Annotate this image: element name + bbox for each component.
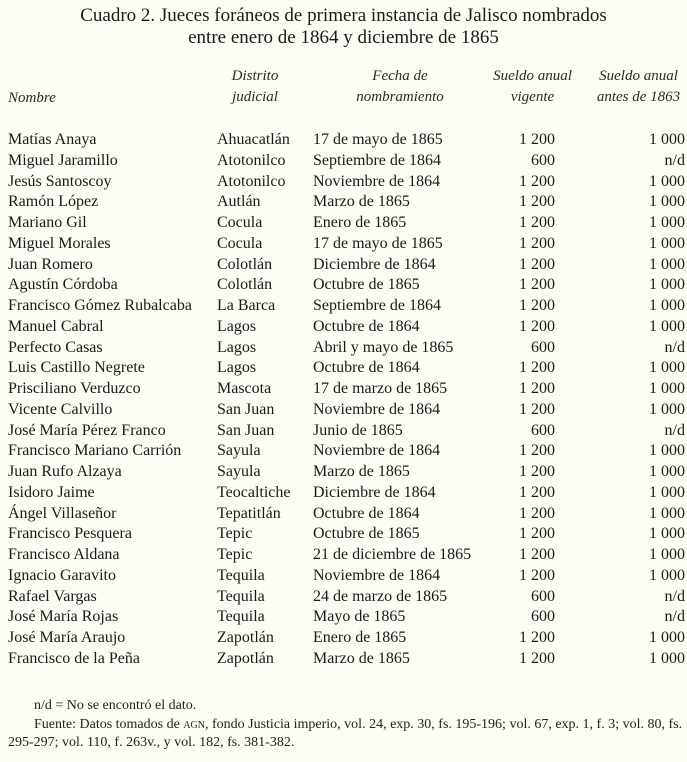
cell-fecha: Mayo de 1865: [313, 608, 406, 626]
table-row: [0, 130, 687, 151]
cell-fecha: Marzo de 1865: [313, 193, 410, 211]
cell-distrito: Sayula: [217, 442, 261, 460]
cell-fecha: Marzo de 1865: [313, 649, 410, 667]
header-distrito-line-1: Distrito: [231, 68, 279, 84]
cell-distrito: Lagos: [217, 338, 257, 356]
cell-fecha: Noviembre de 1864: [313, 566, 441, 584]
cell-distrito: La Barca: [217, 297, 276, 314]
cell-sueldo-antes: 1 000: [649, 649, 685, 667]
cell-distrito: Mascota: [217, 380, 272, 397]
cell-sueldo-antes: 1 000: [649, 380, 685, 397]
cell-nombre: Prisciliano Verduzco: [8, 380, 141, 397]
table-title-line-1: Cuadro 2. Jueces foráneos de primera instancia de Jalisco nombrados: [80, 5, 607, 26]
cell-fecha: Septiembre de 1864: [313, 297, 441, 314]
cell-distrito: Lagos: [217, 317, 257, 335]
cell-distrito: Tequila: [217, 587, 265, 605]
cell-fecha: Diciembre de 1864: [313, 483, 436, 501]
source-agn: agn: [183, 717, 205, 732]
table-row: [0, 462, 687, 483]
table-row: [0, 483, 687, 504]
cell-nombre: Luis Castillo Negrete: [8, 359, 145, 377]
cell-nombre: Ignacio Garavito: [8, 566, 116, 584]
cell-sueldo-vigente: 1 200: [519, 317, 555, 335]
header-distrito-line-2: judicial: [232, 89, 278, 105]
cell-fecha: Octubre de 1864: [313, 317, 420, 335]
cell-fecha: Enero de 1865: [313, 214, 407, 231]
cell-sueldo-antes: 1 000: [649, 629, 685, 646]
header-fecha-line-1: Fecha de: [372, 68, 428, 84]
cell-sueldo-vigente: 1 200: [519, 525, 555, 543]
cell-nombre: Mariano Gil: [8, 214, 87, 231]
table-row: [0, 296, 687, 317]
cell-sueldo-antes: 1 000: [649, 483, 685, 501]
cell-sueldo-vigente: 600: [531, 151, 555, 169]
cell-fecha: Junio de 1865: [313, 421, 403, 439]
cell-distrito: San Juan: [217, 400, 275, 418]
cell-nombre: Ramón López: [8, 193, 99, 211]
cell-fecha: 24 de marzo de 1865: [313, 587, 448, 605]
cell-nombre: Francisco Aldana: [8, 546, 120, 563]
cell-sueldo-vigente: 1 200: [519, 380, 555, 397]
cell-sueldo-antes: 1 000: [649, 255, 685, 273]
cell-sueldo-vigente: 1 200: [519, 566, 555, 584]
table-row: [0, 172, 687, 193]
cell-sueldo-antes: n/d: [664, 338, 685, 356]
table-row: [0, 649, 687, 670]
header-fecha: [340, 66, 460, 108]
cell-fecha: Marzo de 1865: [313, 463, 410, 480]
cell-fecha: Diciembre de 1864: [313, 255, 436, 273]
cell-distrito: Zapotlán: [217, 649, 274, 667]
cell-distrito: Tequila: [217, 608, 265, 626]
cell-sueldo-antes: n/d: [664, 421, 685, 439]
source-details: , fondo Justicia imperio, vol. 24, exp. 30, fs. 195-196; vol. 67, exp. 1, f. 3; vol. 80, fs. 295-297; vol. 110, f. 263v., y vol. 182, fs. 381-382.: [8, 717, 683, 750]
cell-sueldo-antes: 1 000: [649, 131, 685, 148]
cell-nombre: Agustín Córdoba: [8, 276, 118, 294]
cell-sueldo-antes: 1 000: [649, 172, 685, 190]
cell-sueldo-antes: 1 000: [649, 566, 685, 584]
cell-fecha: Noviembre de 1864: [313, 442, 441, 460]
cell-distrito: Atotonilco: [217, 172, 286, 190]
cell-sueldo-antes: 1 000: [649, 442, 685, 460]
cell-nombre: Rafael Vargas: [8, 587, 97, 605]
cell-sueldo-antes: 1 000: [649, 297, 685, 314]
cell-nombre: José María Rojas: [8, 608, 119, 626]
cell-fecha: Enero de 1865: [313, 629, 407, 646]
cell-sueldo-vigente: 1 200: [519, 276, 555, 294]
table-row: [0, 400, 687, 421]
header-sueldo-vigente: [485, 66, 580, 108]
cell-sueldo-antes: 1 000: [649, 276, 685, 294]
cell-nombre: Vicente Calvillo: [8, 400, 113, 418]
cell-distrito: Colotlán: [217, 255, 273, 273]
cell-fecha: Septiembre de 1864: [313, 151, 441, 169]
cell-nombre: Perfecto Casas: [8, 338, 103, 356]
cell-sueldo-vigente: 1 200: [519, 131, 555, 148]
cell-nombre: Jesús Santoscoy: [8, 172, 112, 190]
table-row: [0, 275, 687, 296]
table-row: [0, 504, 687, 525]
cell-sueldo-vigente: 1 200: [519, 483, 555, 501]
cell-distrito: Tepatitlán: [217, 504, 281, 522]
cell-nombre: Manuel Cabral: [8, 317, 104, 335]
cell-nombre: Matías Anaya: [8, 131, 97, 148]
table-title-line-2: entre enero de 1864 y diciembre de 1865: [188, 27, 499, 48]
cell-nombre: Francisco Mariano Carrión: [8, 442, 182, 460]
cell-sueldo-vigente: 1 200: [519, 297, 555, 314]
cell-distrito: Tequila: [217, 566, 265, 584]
cell-sueldo-vigente: 1 200: [519, 172, 555, 190]
cell-distrito: Colotlán: [217, 276, 273, 294]
cell-sueldo-vigente: 1 200: [519, 504, 555, 522]
cell-sueldo-vigente: 600: [531, 338, 555, 356]
cell-distrito: Teocaltiche: [217, 483, 291, 501]
cell-sueldo-antes: 1 000: [649, 504, 685, 522]
cell-distrito: Tepic: [217, 525, 253, 543]
table-row: [0, 317, 687, 338]
table-row: [0, 338, 687, 359]
cell-distrito: Ahuacatlán: [217, 131, 290, 148]
cell-nombre: Francisco Gómez Rubalcaba: [8, 297, 192, 314]
table-body: [0, 130, 687, 670]
table-row: [0, 587, 687, 608]
cell-fecha: Octubre de 1864: [313, 504, 420, 522]
cell-sueldo-vigente: 600: [531, 608, 555, 626]
source-prefix: Fuente: Datos tomados de: [34, 717, 184, 732]
cell-fecha: Noviembre de 1864: [313, 400, 441, 418]
cell-fecha: 17 de mayo de 1865: [313, 234, 443, 252]
table-row: [0, 421, 687, 442]
cell-nombre: Francisco Pesquera: [8, 525, 132, 543]
cell-sueldo-vigente: 1 200: [519, 629, 555, 646]
cell-sueldo-antes: 1 000: [649, 525, 685, 543]
cell-sueldo-vigente: 1 200: [519, 193, 555, 211]
cell-fecha: Octubre de 1865: [313, 525, 420, 543]
cell-nombre: Miguel Jaramillo: [8, 151, 118, 169]
cell-distrito: Lagos: [217, 359, 257, 377]
cell-nombre: Juan Rufo Alzaya: [8, 463, 122, 480]
cell-distrito: Autlán: [217, 193, 261, 211]
cell-sueldo-antes: 1 000: [649, 214, 685, 231]
header-vigente-line-1: Sueldo anual: [493, 68, 572, 84]
cell-nombre: Miguel Morales: [8, 234, 111, 252]
table-row: [0, 151, 687, 172]
cell-nombre: Ángel Villaseñor: [8, 504, 117, 522]
cell-distrito: San Juan: [217, 421, 275, 439]
cell-nombre: Juan Romero: [8, 255, 93, 273]
cell-distrito: Cocula: [217, 234, 263, 252]
cell-nombre: José María Araujo: [8, 629, 126, 646]
header-antes-line-1: Sueldo anual: [599, 68, 678, 84]
cell-sueldo-antes: 1 000: [649, 400, 685, 418]
cell-sueldo-antes: 1 000: [649, 463, 685, 480]
table-row: [0, 628, 687, 649]
table-row: [0, 192, 687, 213]
table-row: [0, 441, 687, 462]
cell-sueldo-vigente: 1 200: [519, 214, 555, 231]
table-row: [0, 234, 687, 255]
cell-sueldo-antes: 1 000: [649, 359, 685, 377]
cell-sueldo-vigente: 1 200: [519, 359, 555, 377]
cell-fecha: 17 de marzo de 1865: [313, 380, 448, 397]
cell-nombre: Francisco de la Peña: [8, 649, 140, 667]
cell-sueldo-vigente: 1 200: [519, 442, 555, 460]
cell-distrito: Tepic: [217, 546, 253, 563]
cell-sueldo-antes: 1 000: [649, 317, 685, 335]
table-row: [0, 379, 687, 400]
cell-sueldo-vigente: 1 200: [519, 463, 555, 480]
table-row: [0, 607, 687, 628]
cell-distrito: Atotonilco: [217, 151, 286, 169]
cell-sueldo-vigente: 1 200: [519, 649, 555, 667]
table-row: [0, 213, 687, 234]
table-row: [0, 358, 687, 379]
header-fecha-line-2: nombramiento: [356, 89, 444, 105]
table-row: [0, 566, 687, 587]
header-distrito: [205, 66, 305, 108]
cell-sueldo-antes: 1 000: [649, 546, 685, 563]
cell-distrito: Sayula: [217, 463, 261, 480]
header-nombre: Nombre: [8, 90, 56, 106]
cell-fecha: 21 de diciembre de 1865: [313, 546, 472, 563]
cell-fecha: Noviembre de 1864: [313, 172, 441, 190]
cell-sueldo-antes: n/d: [664, 151, 685, 169]
cell-fecha: Abril y mayo de 1865: [313, 338, 454, 356]
cell-distrito: Cocula: [217, 214, 263, 231]
cell-sueldo-antes: 1 000: [649, 193, 685, 211]
cell-fecha: Octubre de 1864: [313, 359, 420, 377]
cell-distrito: Zapotlán: [217, 629, 274, 646]
cell-sueldo-vigente: 1 200: [519, 400, 555, 418]
cell-sueldo-vigente: 1 200: [519, 255, 555, 273]
table-row: [0, 255, 687, 276]
header-vigente-line-2: vigente: [510, 89, 555, 105]
cell-sueldo-antes: 1 000: [649, 234, 685, 252]
table-row: [0, 524, 687, 545]
cell-sueldo-antes: n/d: [664, 608, 685, 626]
cell-sueldo-vigente: 600: [531, 587, 555, 605]
header-sueldo-antes: [590, 66, 687, 108]
footnote-nd: n/d = No se encontró el dato.: [34, 698, 197, 713]
cell-nombre: Isidoro Jaime: [8, 483, 95, 501]
cell-nombre: José María Pérez Franco: [8, 421, 166, 439]
footnote-source: [8, 716, 686, 752]
cell-sueldo-vigente: 600: [531, 421, 555, 439]
cell-sueldo-vigente: 1 200: [519, 234, 555, 252]
cell-fecha: Octubre de 1865: [313, 276, 420, 294]
header-antes-line-2: antes de 1863: [596, 89, 681, 105]
cell-sueldo-antes: n/d: [664, 587, 685, 605]
cell-sueldo-vigente: 1 200: [519, 546, 555, 563]
table-row: [0, 545, 687, 566]
cell-fecha: 17 de mayo de 1865: [313, 131, 443, 148]
